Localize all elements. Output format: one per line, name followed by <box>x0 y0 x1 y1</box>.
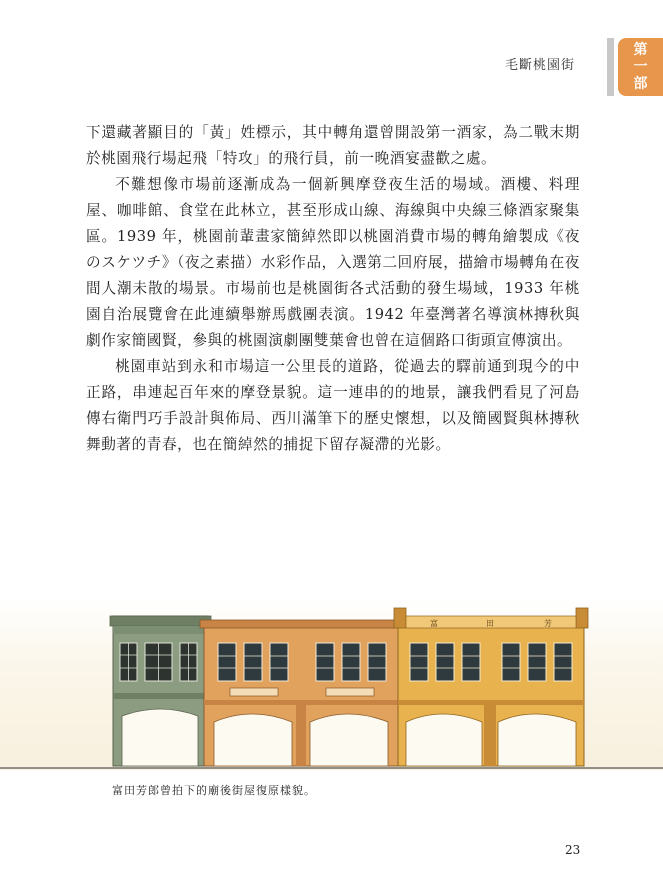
orange-building <box>200 620 404 766</box>
yellow-building <box>394 608 588 766</box>
part-tab-char-1: 第 <box>633 41 648 58</box>
paragraph-1: 下還藏著顯目的「黃」姓標示，其中轉角還曾開設第一酒家，為二戰末期於桃園飛行場起飛「特攻」的飛行員，前一晚酒宴盡歡之處。 <box>86 124 580 167</box>
signboard-char-3: 芳 <box>544 619 552 628</box>
signboard-char-2: 田 <box>486 619 494 628</box>
part-tab <box>618 38 663 96</box>
page-number: 23 <box>565 843 581 857</box>
signboard-char-1: 富 <box>430 619 438 628</box>
green-building <box>110 616 211 766</box>
illustration-caption: 富田芳郎曾拍下的廟後街屋復原樣貌。 <box>112 784 316 797</box>
part-tab-char-3: 部 <box>633 75 648 92</box>
header-divider-bar <box>607 38 614 96</box>
header-running-title: 毛斷桃園街 <box>504 58 575 73</box>
street-facade-illustration <box>0 598 663 770</box>
facade-drawing <box>0 598 663 770</box>
body-text <box>86 120 580 458</box>
paragraph-3: 桃園車站到永和市場這一公里長的道路，從過去的驛前通到現今的中正路，串連起百年來的摩登景貌。這一連串的的地景，讓我們看見了河島傳右衛門巧手設計與佈局、西川滿筆下的歷史懷想，以及簡國賢與林摶秋舞動著的青春，也在簡綽然的捕捉下留存凝滯的光影。 <box>86 358 580 453</box>
paragraph-2: 不難想像市場前逐漸成為一個新興摩登夜生活的場域。酒樓、料理屋、咖啡館、食堂在此林立，甚至形成山線、海線與中央線三條酒家聚集區。1939 年，桃園前輩畫家簡綽然即以桃園消費市場的轉角繪製成《夜のスケツチ》（夜之素描）水彩作品，入選第二回府展，描繪市場轉角在夜間人潮未散的場景。市場前也是桃園街各式活動的發生場域，1933 年桃園自治展覽會在此連續舉辦馬戲團表演。1942 年臺灣著名導演林摶秋與劇作家簡國賢，參與的桃園演劇團雙葉會也曾在這個路口街頭宣傳演出。 <box>86 176 580 349</box>
part-tab-char-2: 一 <box>633 58 648 75</box>
